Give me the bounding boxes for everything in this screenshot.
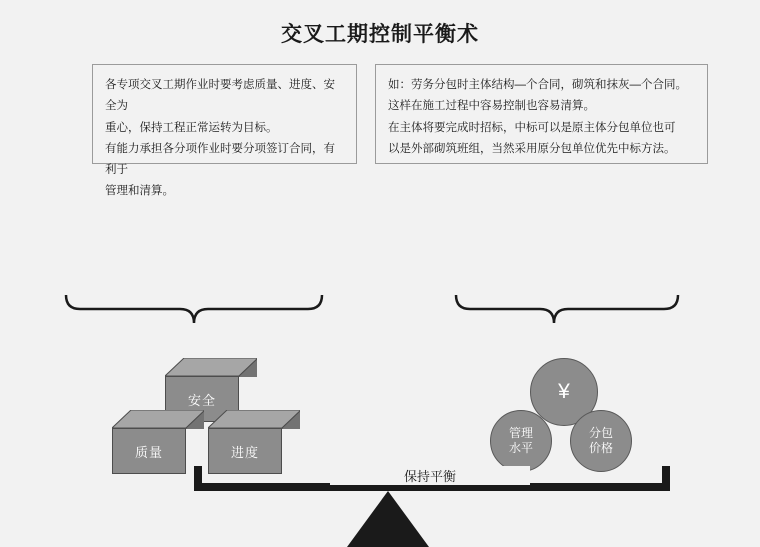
right-textbox-line-4: 以是外部砌筑班组，当然采用原分包单位优先中标方法。 [388, 142, 676, 155]
cube-safety-label: 安全 [165, 376, 239, 422]
left-textbox [92, 64, 357, 198]
cube-safety-3d-icon [165, 358, 257, 377]
right-textbox-line-2: 这样在施工过程中容易控制也容易清算。 [388, 100, 595, 113]
circle-management-level-line1: 管理 [508, 426, 533, 440]
cube-quality-label: 质量 [112, 428, 186, 474]
circle-subcontract-price-line2: 价格 [588, 441, 613, 455]
balance-diagram [0, 170, 760, 484]
circle-management-level [490, 410, 552, 472]
fulcrum-triangle-icon [347, 491, 429, 547]
right-textbox [375, 64, 708, 164]
left-textbox-line-3: 有能力承担各分项作业时要分项签订合同，有利于 [105, 142, 335, 177]
left-textbox-line-4: 管理和清算。 [105, 185, 174, 198]
right-brace-icon [456, 295, 678, 323]
left-brace-icon [66, 295, 322, 323]
circle-money-label: ¥ [558, 379, 570, 403]
left-textbox-line-1: 各专项交叉工期作业时要考虑质量、进度、安全为 [105, 79, 335, 113]
left-textbox-line-2: 重心，保持工程正常运转为目标。 [105, 121, 278, 134]
balance-beam-label: 保持平衡 [330, 466, 530, 485]
cube-quality-3d-icon [112, 410, 204, 429]
right-textbox-line-3: 在主体将要完成时招标，中标可以是原主体分包单位也可 [388, 121, 676, 134]
balance-beam-left-cap [194, 466, 202, 491]
cube-progress-3d-icon [208, 410, 300, 429]
balance-beam-right-cap [662, 466, 670, 491]
brace-group [0, 170, 760, 385]
right-textbox-line-1: 如：劳务分包时主体结构—个合同，砌筑和抹灰—个合同。 [388, 79, 687, 91]
page-title: 交叉工期控制平衡术 [281, 23, 479, 46]
circle-management-level-line2: 水平 [508, 441, 533, 455]
circle-subcontract-price-label [589, 426, 613, 456]
cube-progress-label: 进度 [208, 428, 282, 474]
circle-subcontract-price-line1: 分包 [588, 426, 613, 440]
circle-management-level-label [509, 426, 533, 456]
circle-subcontract-price [570, 410, 632, 472]
